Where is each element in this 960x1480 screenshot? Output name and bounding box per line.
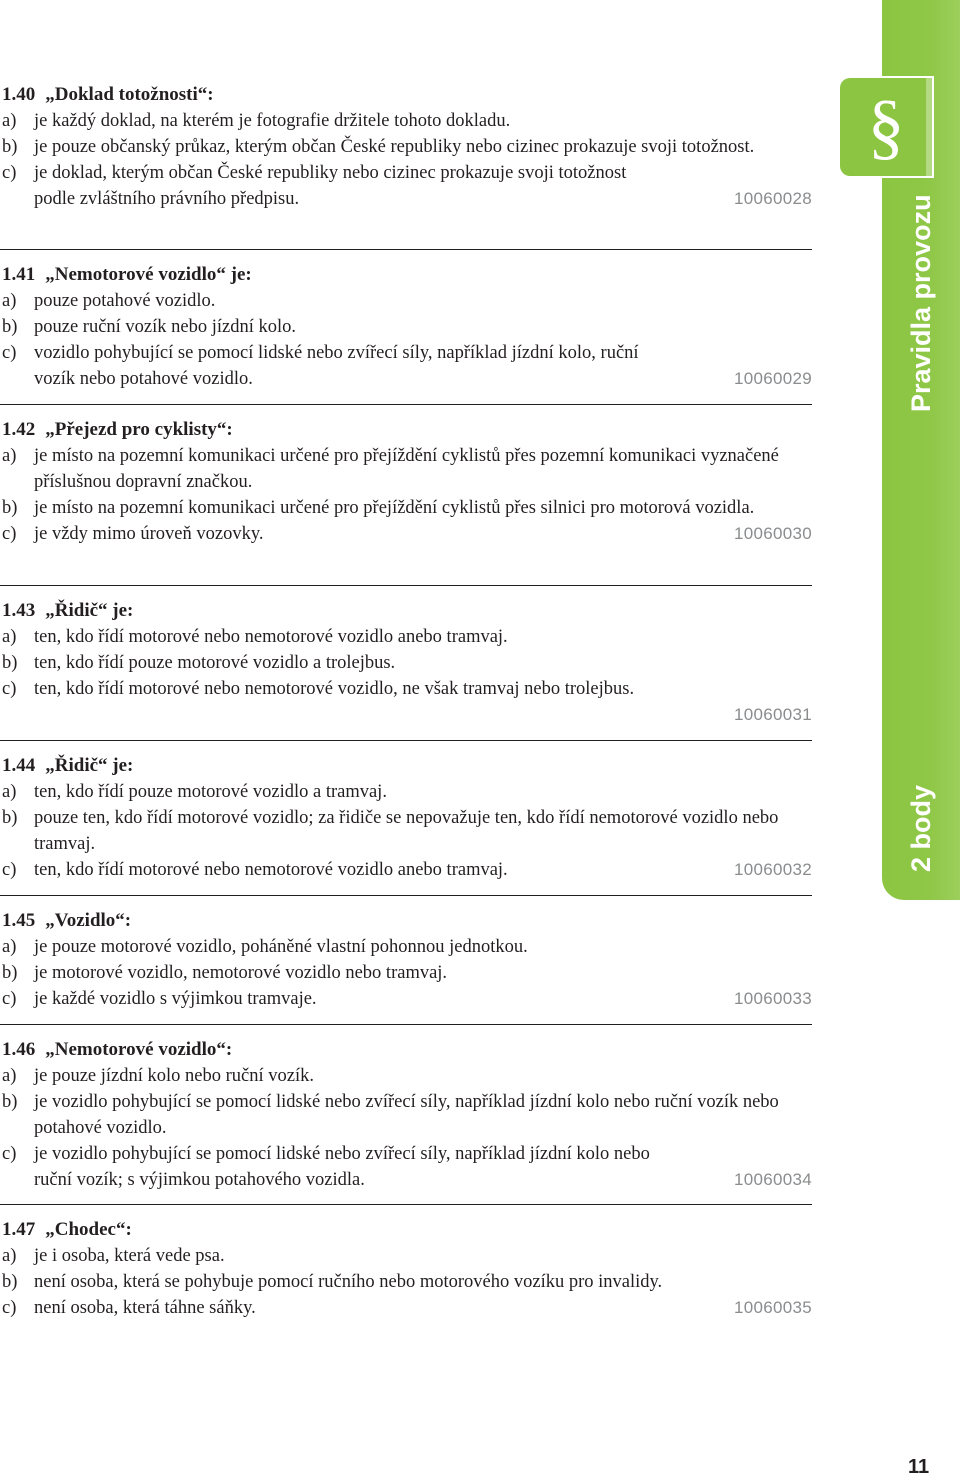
answer-a bbox=[0, 1243, 812, 1269]
question-code: 10060029 bbox=[733, 369, 812, 388]
answer-a bbox=[0, 1063, 812, 1089]
answer-c bbox=[0, 160, 812, 212]
answer-letter: c) bbox=[2, 524, 17, 544]
question-1-47 bbox=[0, 1217, 812, 1321]
answer-letter: a) bbox=[2, 782, 17, 802]
question-number: 1.45 bbox=[2, 910, 36, 931]
question-1-41 bbox=[0, 262, 812, 392]
answer-c bbox=[0, 986, 812, 1012]
answer-c bbox=[0, 1141, 812, 1193]
question-text: „Přejezd pro cyklisty“: bbox=[45, 419, 233, 440]
answer-letter: b) bbox=[2, 963, 18, 983]
answer-letter: c) bbox=[2, 679, 17, 699]
question-1-44 bbox=[0, 753, 812, 883]
page-number: 11 bbox=[908, 1456, 930, 1478]
answer-letter: c) bbox=[2, 1144, 17, 1164]
answer-letter: b) bbox=[2, 1272, 18, 1292]
question-number: 1.43 bbox=[2, 600, 36, 621]
question-number: 1.46 bbox=[2, 1039, 36, 1060]
question-title bbox=[0, 753, 812, 779]
answer-c bbox=[0, 340, 812, 392]
answer-letter: a) bbox=[2, 937, 17, 957]
question-text: „Nemotorové vozidlo“ je: bbox=[45, 264, 252, 285]
answer-a bbox=[0, 624, 812, 650]
chapter-topic-label: Pravidla provozu bbox=[906, 194, 936, 412]
answer-letter: c) bbox=[2, 343, 17, 363]
question-title bbox=[0, 908, 812, 934]
answer-text: není osoba, která se pohybuje pomocí ručního nebo motorového vozíku pro invalidy. bbox=[34, 1272, 663, 1292]
answer-text: pouze ten, kdo řídí motorové vozidlo; za řidiče se nepovažuje ten, kdo řídí nemotorové vozidlo nebo tramvaj. bbox=[34, 808, 779, 854]
question-code: 10060031 bbox=[733, 705, 812, 724]
answer-letter: b) bbox=[2, 498, 18, 518]
answer-letter: b) bbox=[2, 808, 18, 828]
answer-letter: b) bbox=[2, 137, 18, 157]
answer-letter: c) bbox=[2, 1298, 17, 1318]
answer-text: je vozidlo pohybující se pomocí lidské nebo zvířecí síly, například jízdní kolo nebo ruční vozík nebo potahové vozidlo. bbox=[34, 1092, 779, 1138]
answer-b bbox=[0, 650, 812, 676]
question-code: 10060028 bbox=[733, 189, 812, 208]
question-text: „Vozidlo“: bbox=[45, 910, 132, 931]
question-divider bbox=[0, 1024, 812, 1025]
answer-letter: c) bbox=[2, 163, 17, 183]
question-number: 1.41 bbox=[2, 264, 36, 285]
answer-text: vozidlo pohybující se pomocí lidské nebo zvířecí síly, například jízdní kolo, ruční vozík nebo potahové vozidlo. bbox=[34, 343, 639, 389]
answer-text: je pouze občanský průkaz, kterým občan České republiky nebo cizinec prokazuje svoji totožnost. bbox=[34, 137, 755, 157]
answer-letter: a) bbox=[2, 627, 17, 647]
answer-text: je doklad, kterým občan České republiky nebo cizinec prokazuje svoji totožnost podle zvláštního právního předpisu. bbox=[34, 163, 627, 209]
question-text: „Nemotorové vozidlo“: bbox=[45, 1039, 233, 1060]
answer-letter: c) bbox=[2, 860, 17, 880]
answer-c bbox=[0, 676, 812, 702]
answer-text: je pouze motorové vozidlo, poháněné vlastní pohonnou jednotkou. bbox=[34, 937, 528, 957]
question-title bbox=[0, 82, 812, 108]
question-code: 10060030 bbox=[733, 524, 812, 543]
answer-a bbox=[0, 108, 812, 134]
question-code: 10060034 bbox=[733, 1170, 812, 1189]
answer-text: je pouze jízdní kolo nebo ruční vozík. bbox=[34, 1066, 314, 1086]
answer-b bbox=[0, 960, 812, 986]
question-1-45 bbox=[0, 908, 812, 1012]
answer-a bbox=[0, 443, 812, 495]
question-divider bbox=[0, 585, 812, 586]
question-code: 10060033 bbox=[733, 989, 812, 1008]
answer-a bbox=[0, 288, 812, 314]
answer-text: ten, kdo řídí motorové nebo nemotorové vozidlo anebo tramvaj. bbox=[34, 860, 508, 880]
answer-b bbox=[0, 314, 812, 340]
answer-b bbox=[0, 805, 812, 857]
question-1-42 bbox=[0, 417, 812, 547]
answer-letter: b) bbox=[2, 653, 18, 673]
answer-letter: a) bbox=[2, 111, 17, 131]
question-divider bbox=[0, 249, 812, 250]
answer-c bbox=[0, 521, 812, 547]
answer-letter: b) bbox=[2, 1092, 18, 1112]
answer-a bbox=[0, 779, 812, 805]
question-divider bbox=[0, 1204, 812, 1205]
answer-text: je motorové vozidlo, nemotorové vozidlo nebo tramvaj. bbox=[34, 963, 448, 983]
answer-text: ten, kdo řídí motorové nebo nemotorové vozidlo anebo tramvaj. bbox=[34, 627, 508, 647]
answer-text: je místo na pozemní komunikaci určené pro přejíždění cyklistů přes pozemní komunikaci vyznačené příslušnou dopravní značkou. bbox=[34, 446, 779, 492]
question-1-40 bbox=[0, 82, 812, 212]
answer-text: je vozidlo pohybující se pomocí lidské nebo zvířecí síly, například jízdní kolo nebo ruční vozík; s výjimkou potahového vozidla. bbox=[34, 1144, 650, 1190]
question-title bbox=[0, 598, 812, 624]
answer-letter: a) bbox=[2, 1246, 17, 1266]
section-symbol-icon bbox=[840, 78, 932, 176]
question-number: 1.42 bbox=[2, 419, 36, 440]
answer-text: je každý doklad, na kterém je fotografie držitele tohoto dokladu. bbox=[34, 111, 511, 131]
question-title bbox=[0, 1217, 812, 1243]
question-text: „Řidič“ je: bbox=[45, 755, 134, 776]
question-divider bbox=[0, 740, 812, 741]
answer-c bbox=[0, 1295, 812, 1321]
answer-text: není osoba, která táhne sáňky. bbox=[34, 1298, 256, 1318]
question-title bbox=[0, 262, 812, 288]
question-1-43 bbox=[0, 598, 812, 728]
question-number: 1.47 bbox=[2, 1219, 36, 1240]
section-symbol: § bbox=[867, 86, 905, 168]
answer-letter: a) bbox=[2, 291, 17, 311]
answer-text: je každé vozidlo s výjimkou tramvaje. bbox=[34, 989, 317, 1009]
answer-text: pouze ruční vozík nebo jízdní kolo. bbox=[34, 317, 297, 337]
question-title bbox=[0, 1037, 812, 1063]
answer-text: ten, kdo řídí pouze motorové vozidlo a trolejbus. bbox=[34, 653, 396, 673]
answer-letter: c) bbox=[2, 989, 17, 1009]
question-text: „Řidič“ je: bbox=[45, 600, 134, 621]
answer-c bbox=[0, 857, 812, 883]
question-code: 10060035 bbox=[733, 1298, 812, 1317]
answer-b bbox=[0, 1089, 812, 1141]
answer-text: je vždy mimo úroveň vozovky. bbox=[34, 524, 264, 544]
question-divider bbox=[0, 895, 812, 896]
question-number: 1.40 bbox=[2, 84, 36, 105]
answer-text: je i osoba, která vede psa. bbox=[34, 1246, 225, 1266]
answer-text: je místo na pozemní komunikaci určené pro přejíždění cyklistů přes silnici pro motorová vozidla. bbox=[34, 498, 755, 518]
answer-text: ten, kdo řídí motorové nebo nemotorové vozidlo, ne však tramvaj nebo trolejbus. bbox=[34, 679, 635, 699]
question-divider bbox=[0, 404, 812, 405]
answer-letter: a) bbox=[2, 446, 17, 466]
question-text: „Chodec“: bbox=[45, 1219, 132, 1240]
answer-letter: b) bbox=[2, 317, 18, 337]
answer-letter: a) bbox=[2, 1066, 17, 1086]
answer-b bbox=[0, 1269, 812, 1295]
answer-b bbox=[0, 134, 812, 160]
answer-text: ten, kdo řídí pouze motorové vozidlo a tramvaj. bbox=[34, 782, 387, 802]
answer-text: pouze potahové vozidlo. bbox=[34, 291, 216, 311]
answer-a bbox=[0, 934, 812, 960]
question-code: 10060032 bbox=[733, 860, 812, 879]
question-text: „Doklad totožnosti“: bbox=[45, 84, 214, 105]
points-label: 2 body bbox=[906, 784, 936, 872]
question-code-line bbox=[0, 702, 812, 728]
question-title bbox=[0, 417, 812, 443]
answer-b bbox=[0, 495, 812, 521]
question-number: 1.44 bbox=[2, 755, 36, 776]
question-1-46 bbox=[0, 1037, 812, 1193]
